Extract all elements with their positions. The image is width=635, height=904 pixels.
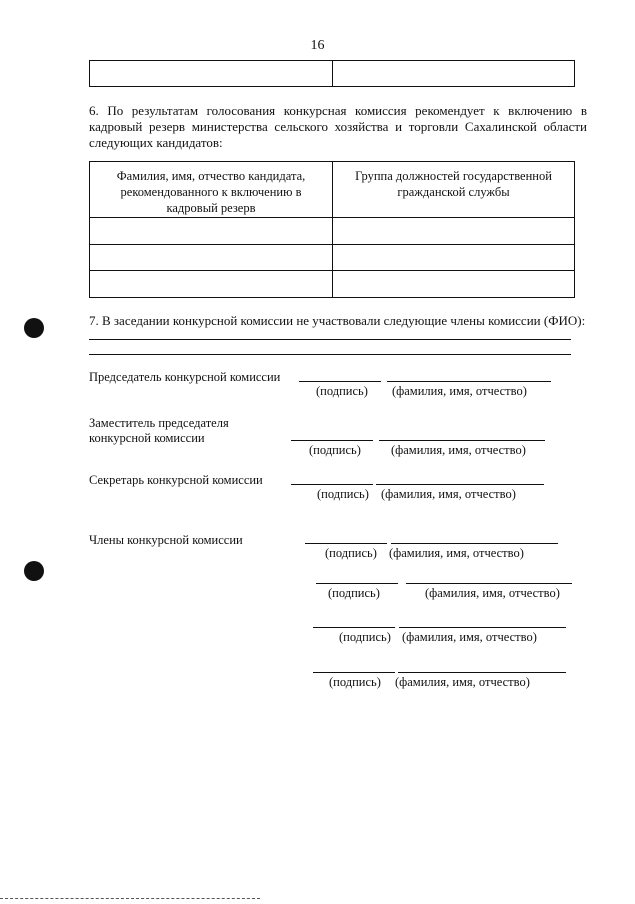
fill-line xyxy=(89,339,571,340)
table-cell xyxy=(90,218,333,245)
signature-caption: (подпись) xyxy=(316,384,368,398)
signature-line xyxy=(291,484,373,485)
signature-caption: (подпись) xyxy=(339,630,391,644)
secretary-label: Секретарь конкурсной комиссии xyxy=(89,473,263,487)
table-cell xyxy=(90,271,333,298)
signature-line xyxy=(316,583,398,584)
name-line xyxy=(398,672,566,673)
name-line xyxy=(376,484,544,485)
chairman-label: Председатель конкурсной комиссии xyxy=(89,370,281,384)
signature-line xyxy=(313,627,395,628)
name-caption: (фамилия, имя, отчество) xyxy=(391,443,526,457)
table-cell xyxy=(333,61,575,87)
reserve-candidates-table xyxy=(89,161,575,298)
signature-caption: (подпись) xyxy=(309,443,361,457)
signature-caption: (подпись) xyxy=(317,487,369,501)
table-header-cell xyxy=(333,162,575,218)
table-cell xyxy=(333,218,575,245)
continuation-table xyxy=(89,60,575,87)
name-caption: (фамилия, имя, отчество) xyxy=(402,630,537,644)
name-line xyxy=(387,381,551,382)
page-number: 16 xyxy=(310,38,325,53)
table-cell xyxy=(333,271,575,298)
name-line xyxy=(391,543,558,544)
name-caption: (фамилия, имя, отчество) xyxy=(392,384,527,398)
scan-edge-line xyxy=(0,898,260,899)
table-cell xyxy=(90,245,333,271)
signature-line xyxy=(313,672,395,673)
name-caption: (фамилия, имя, отчество) xyxy=(425,586,560,600)
members-label: Члены конкурсной комиссии xyxy=(89,533,243,547)
table-header-cell xyxy=(90,162,333,218)
name-line xyxy=(379,440,545,441)
section-7-text: 7. В заседании конкурсной комиссии не участвовали следующие члены комиссии (ФИО): xyxy=(89,313,586,328)
signature-line xyxy=(305,543,387,544)
section-6-text: 6. По результатам голосования конкурсная комиссия рекомендует к включению в кадровый резерв министерства сельского хозяйства и торговли Сахалинской области следующих кандидатов: xyxy=(89,103,587,150)
name-caption: (фамилия, имя, отчество) xyxy=(395,675,530,689)
signature-line xyxy=(299,381,381,382)
col-position-group-header: Группа должностей государственной гражданской службы xyxy=(355,169,552,199)
name-caption: (фамилия, имя, отчество) xyxy=(381,487,516,501)
table-cell xyxy=(333,245,575,271)
signature-line xyxy=(291,440,373,441)
name-line xyxy=(406,583,572,584)
table-cell xyxy=(90,61,333,87)
fill-line xyxy=(89,354,571,355)
deputy-label: Заместитель председателя конкурсной комиссии xyxy=(89,416,229,445)
name-caption: (фамилия, имя, отчество) xyxy=(389,546,524,560)
signature-caption: (подпись) xyxy=(329,675,381,689)
signature-caption: (подпись) xyxy=(328,586,380,600)
col-candidate-header: Фамилия, имя, отчество кандидата, рекомендованного к включению в кадровый резерв xyxy=(116,169,306,215)
signature-caption: (подпись) xyxy=(325,546,377,560)
name-line xyxy=(399,627,566,628)
punch-hole-mark xyxy=(24,318,44,338)
punch-hole-mark xyxy=(24,561,44,581)
